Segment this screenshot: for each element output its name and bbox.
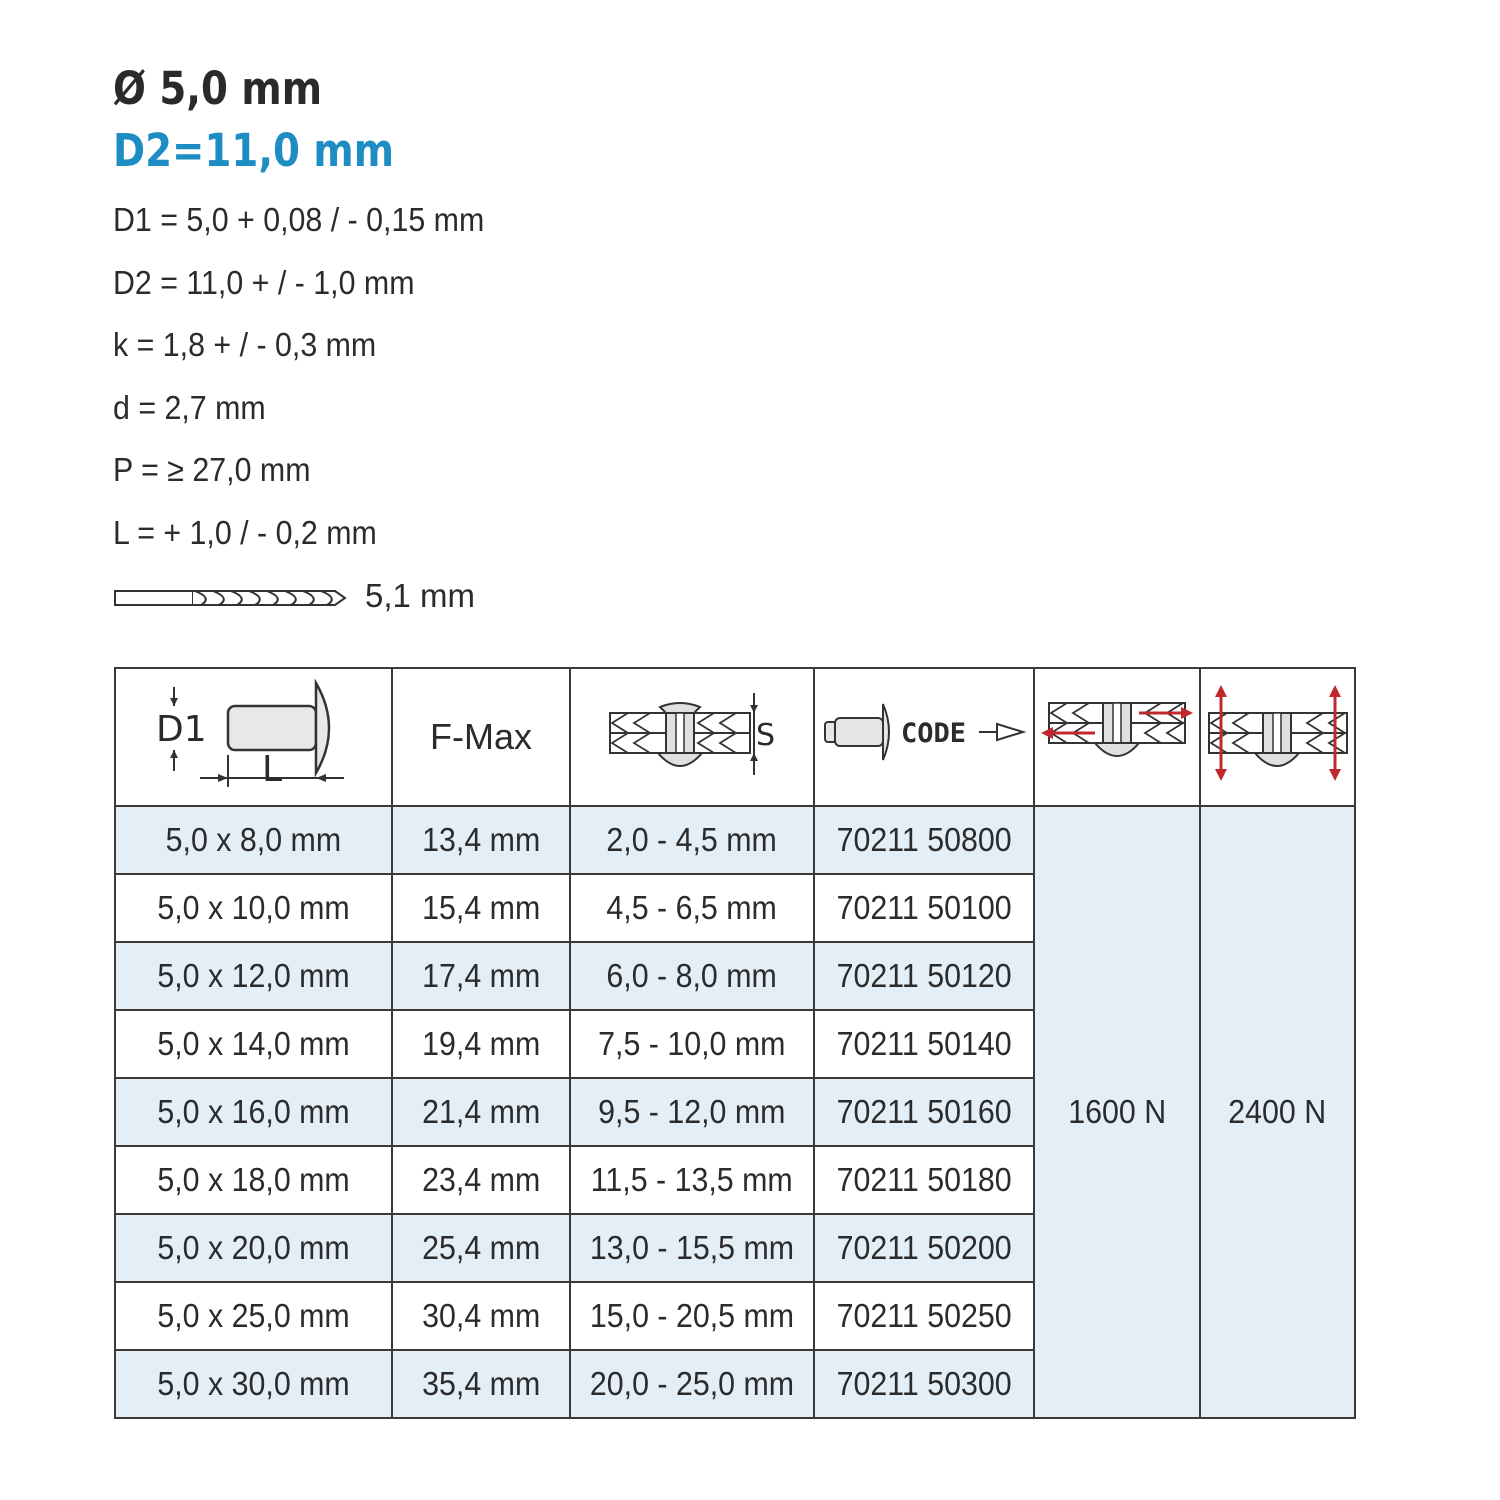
- size-value: 5,0 x 12,0 mm: [157, 957, 350, 994]
- fmax-cell: [392, 1214, 570, 1282]
- fmax-value: 17,4 mm: [421, 957, 541, 994]
- size-value: 5,0 x 30,0 mm: [157, 1365, 350, 1402]
- grip-value: 15,0 - 20,5 mm: [589, 1297, 795, 1334]
- spec-d: d = 2,7 mm: [113, 389, 266, 426]
- code-value: 70211 50180: [836, 1161, 1012, 1198]
- code-value: 70211 50100: [836, 889, 1012, 926]
- fmax-value: 13,4 mm: [421, 821, 541, 858]
- fmax-value: 19,4 mm: [421, 1025, 541, 1062]
- grip-cell: [570, 874, 814, 942]
- order-code-icon: [819, 698, 1029, 768]
- header-shear-force: [1034, 668, 1200, 806]
- table-row: [115, 806, 1355, 874]
- grip-cell: [570, 1282, 814, 1350]
- header-fmax: [392, 668, 570, 806]
- rivet-dimension-icon: [154, 675, 354, 791]
- code-cell: [814, 1350, 1034, 1418]
- fmax-value: 21,4 mm: [421, 1093, 541, 1130]
- code-value: 70211 50160: [836, 1093, 1012, 1130]
- header-grip-range: [570, 668, 814, 806]
- code-cell: [814, 1214, 1034, 1282]
- product-subtitle: D2=11,0 mm: [113, 124, 395, 177]
- fmax-cell: [392, 1078, 570, 1146]
- shear-force-value: 1600 N: [1068, 1093, 1166, 1130]
- drill-size-label: 5,1 mm: [365, 577, 476, 614]
- fmax-cell: [392, 1350, 570, 1418]
- grip-cell: [570, 942, 814, 1010]
- code-value: 70211 50200: [836, 1229, 1012, 1266]
- shear-force-cell: [1034, 806, 1200, 1418]
- code-value: 70211 50250: [836, 1297, 1012, 1334]
- size-value: 5,0 x 20,0 mm: [157, 1229, 350, 1266]
- code-cell: [814, 1146, 1034, 1214]
- table-header-row: [115, 668, 1355, 806]
- size-cell: [115, 806, 392, 874]
- code-cell: [814, 1282, 1034, 1350]
- fmax-cell: [392, 874, 570, 942]
- code-value: 70211 50120: [836, 957, 1012, 994]
- fmax-cell: [392, 942, 570, 1010]
- product-title: Ø 5,0 mm: [113, 62, 323, 115]
- spec-d1: D1 = 5,0 + 0,08 / - 0,15 mm: [113, 201, 485, 238]
- fmax-cell: [392, 806, 570, 874]
- grip-value: 2,0 - 4,5 mm: [606, 821, 778, 858]
- grip-cell: [570, 1214, 814, 1282]
- spec-l: L = + 1,0 / - 0,2 mm: [113, 514, 377, 551]
- grip-value: 13,0 - 15,5 mm: [589, 1229, 795, 1266]
- code-cell: [814, 1010, 1034, 1078]
- grip-value: 6,0 - 8,0 mm: [606, 957, 778, 994]
- rivet-d1-label: D1: [155, 709, 207, 750]
- code-value: 70211 50300: [836, 1365, 1012, 1402]
- fmax-label: F-Max: [430, 716, 532, 757]
- fmax-cell: [392, 1282, 570, 1350]
- grip-value: 4,5 - 6,5 mm: [606, 889, 778, 926]
- header-tensile-force: [1200, 668, 1355, 806]
- grip-range-icon: [604, 683, 780, 783]
- code-value: 70211 50800: [836, 821, 1012, 858]
- spec-p: P = ≥ 27,0 mm: [113, 451, 311, 488]
- size-value: 5,0 x 10,0 mm: [157, 889, 350, 926]
- size-value: 5,0 x 16,0 mm: [157, 1093, 350, 1130]
- size-cell: [115, 1078, 392, 1146]
- size-cell: [115, 1146, 392, 1214]
- code-cell: [814, 1078, 1034, 1146]
- fmax-value: 15,4 mm: [421, 889, 541, 926]
- rivet-l-label: L: [261, 749, 282, 790]
- fmax-cell: [392, 1010, 570, 1078]
- fmax-value: 35,4 mm: [421, 1365, 541, 1402]
- size-cell: [115, 1010, 392, 1078]
- spec-d2: D2 = 11,0 + / - 1,0 mm: [113, 264, 415, 301]
- size-cell: [115, 874, 392, 942]
- rivet-spec-table: [114, 667, 1356, 1419]
- code-value: 70211 50140: [836, 1025, 1012, 1062]
- grip-cell: [570, 1350, 814, 1418]
- header-rivet-dimensions: [115, 668, 392, 806]
- spec-k: k = 1,8 + / - 0,3 mm: [113, 326, 377, 363]
- size-cell: [115, 1350, 392, 1418]
- code-label: CODE: [901, 718, 967, 749]
- fmax-cell: [392, 1146, 570, 1214]
- size-value: 5,0 x 18,0 mm: [157, 1161, 350, 1198]
- grip-cell: [570, 1078, 814, 1146]
- fmax-value: 30,4 mm: [421, 1297, 541, 1334]
- size-value: 5,0 x 25,0 mm: [157, 1297, 350, 1334]
- size-cell: [115, 1214, 392, 1282]
- code-cell: [814, 806, 1034, 874]
- shear-force-icon: [1039, 693, 1195, 773]
- grip-cell: [570, 806, 814, 874]
- grip-cell: [570, 1146, 814, 1214]
- code-cell: [814, 942, 1034, 1010]
- size-cell: [115, 942, 392, 1010]
- header-order-code: [814, 668, 1034, 806]
- grip-value: 20,0 - 25,0 mm: [589, 1365, 795, 1402]
- size-cell: [115, 1282, 392, 1350]
- tensile-force-cell: [1200, 806, 1355, 1418]
- code-cell: [814, 874, 1034, 942]
- grip-value: 11,5 - 13,5 mm: [591, 1161, 793, 1198]
- tensile-force-value: 2400 N: [1228, 1093, 1327, 1130]
- grip-s-label: S: [756, 718, 776, 753]
- grip-value: 9,5 - 12,0 mm: [598, 1093, 786, 1130]
- fmax-value: 25,4 mm: [421, 1229, 541, 1266]
- size-value: 5,0 x 14,0 mm: [157, 1025, 350, 1062]
- fmax-value: 23,4 mm: [421, 1161, 541, 1198]
- tensile-force-icon: [1205, 683, 1351, 783]
- grip-cell: [570, 1010, 814, 1078]
- drill-bit-icon: [113, 585, 349, 611]
- grip-value: 7,5 - 10,0 mm: [598, 1025, 786, 1062]
- size-value: 5,0 x 8,0 mm: [165, 821, 342, 858]
